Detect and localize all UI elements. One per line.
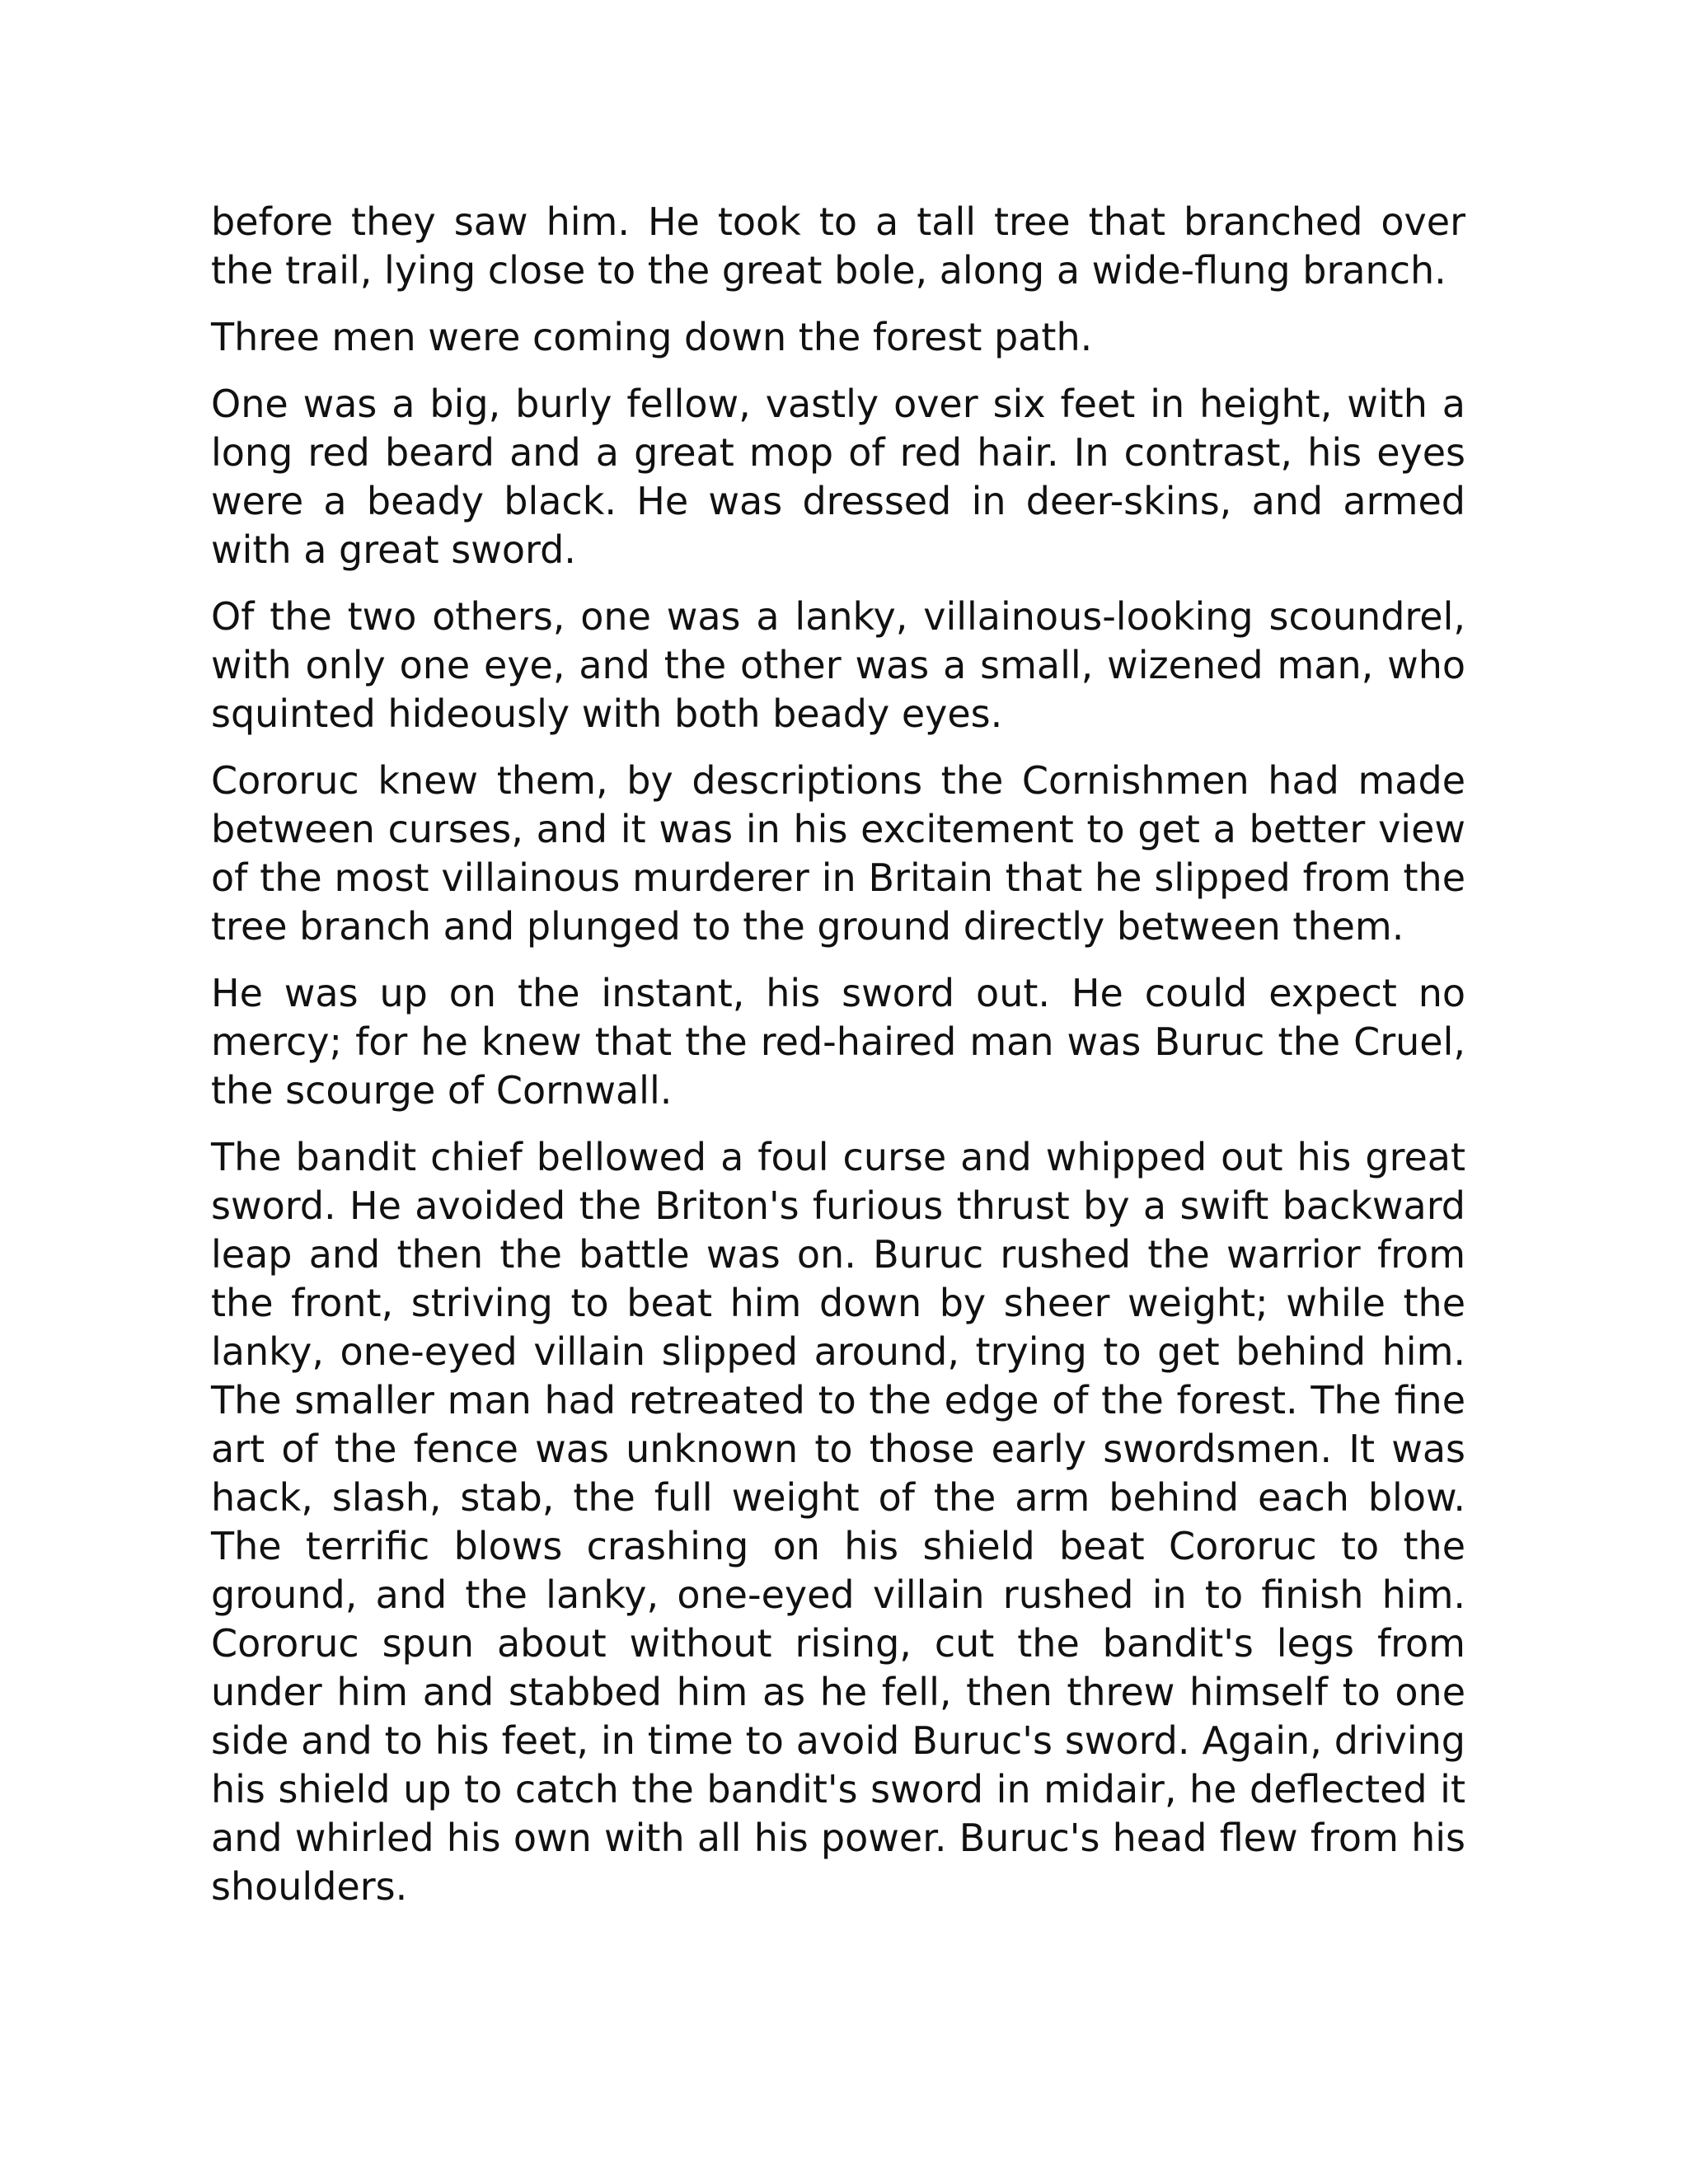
paragraph-5: Cororuc knew them, by descriptions the Cornishmen had made between curses, and it was in his excitement to get a better view of the most villainous murderer in Britain that he slipped from the tree branch and plunged to the ground directly between them.	[211, 758, 1465, 949]
paragraph-2: Three men were coming down the forest path.	[211, 315, 1093, 359]
paragraph-6: He was up on the instant, his sword out. He could expect no mercy; for he knew that the red-haired man was Buruc the Cruel, the scourge of Cornwall.	[211, 971, 1465, 1113]
paragraph-4: Of the two others, one was a lanky, villainous-looking scoundrel, with only one eye, and the other was a small, wizened man, who squinted hideously with both beady eyes.	[211, 594, 1465, 736]
paragraph-7: The bandit chief bellowed a foul curse and whipped out his great sword. He avoided the Briton's furious thrust by a swift backward leap and then the battle was on. Buruc rushed the warrior from the front, striving to beat him down by sheer weight; while the lanky, one-eyed villain slipped around, trying to get behind him. The smaller man had retreated to the edge of the forest. The fine art of the fence was unknown to those early swordsmen. It was hack, slash, stab, the full weight of the arm behind each blow. The terrific blows crashing on his shield beat Cororuc to the ground, and the lanky, one-eyed villain rushed in to finish him. Cororuc spun about without rising, cut the bandit's legs from under him and stabbed him as he fell, then threw himself to one side and to his feet, in time to avoid Buruc's sword. Again, driving his shield up to catch the bandit's sword in midair, he deflected it and whirled his own with all his power. Buruc's head flew from his shoulders.	[211, 1135, 1465, 1909]
paragraph-3: One was a big, burly fellow, vastly over six feet in height, with a long red beard and a great mop of red hair. In contrast, his eyes were a beady black. He was dressed in deer-skins, and armed with a great sword.	[211, 382, 1465, 572]
paragraph-1: before they saw him. He took to a tall tree that branched over the trail, lying close to the great bole, along a wide-flung branch.	[211, 199, 1465, 293]
body-text	[211, 198, 1465, 1929]
